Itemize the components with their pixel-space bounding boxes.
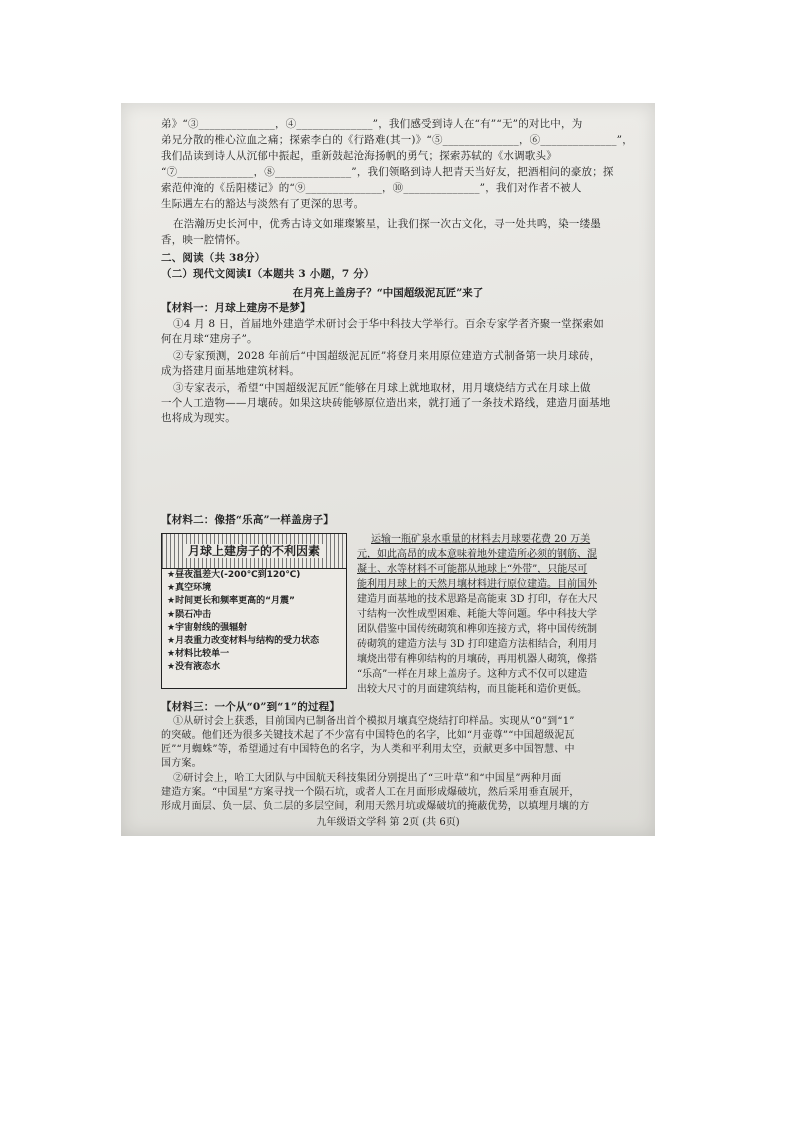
material2-line: 壤烧出带有榫卯结构的月壤砖，再用机器人砌筑，像搭: [357, 654, 597, 665]
article-title: 在月亮上盖房子？“中国超级泥瓦匠”来了: [292, 287, 484, 299]
poem-line-2: 弟兄分散的椎心泣血之痛；探索李白的《行路难(其一)》“⑤______________，⑥______________”，: [161, 134, 633, 146]
material2-line: 出较大尺寸的月面建筑结构，而且能耗和造价更低。: [357, 684, 587, 695]
material3-p2-line: 形成月面层、负一层、负二层的多层空间，利用天然月坑或爆破坑的掩蔽优势，以填埋月壤的方: [161, 801, 590, 812]
material1-heading: 【材料一：月球上建房不是梦】: [161, 302, 311, 314]
material2-line: 建造月面基地的技术思路是高能束 3D 打印，存在大尺: [357, 594, 598, 605]
unfavorable-factors-box: [161, 533, 347, 689]
factor-item: ★昼夜温差大(-200℃到120℃): [167, 570, 301, 580]
material1-p2-line1: ②专家预测，2028 年前后“中国超级泥瓦匠”将登月来用原位建造方式制备第一块月球砖，: [173, 350, 601, 362]
factor-item: ★时间更长和频率更高的“月震”: [167, 596, 295, 607]
material3-p1-line: 匠”“月蜘蛛”等，希望通过有中国特色的名字，为人类和平利用太空，贡献更多中国智慧、中: [161, 744, 575, 755]
factor-item: ★月表重力改变材料与结构的受力状态: [167, 636, 320, 647]
material3-p1-line: 的突破。他们还为很多关键技术起了不少富有中国特色的名字，比如“月壶尊”“中国超级泥瓦: [161, 730, 575, 741]
page-footer: 九年级语文学科 第 2页 (共 6页): [316, 817, 460, 828]
factor-item: ★没有液态水: [167, 662, 221, 673]
material3-p1-line: 国方案。: [161, 758, 202, 769]
poem-line-1: 弟》“③______________，④______________”，我们感受到诗人在“有”“无”的对比中，为: [161, 118, 583, 130]
material1-p3-line2: 一个人工造物——月壤砖。如果这块砖能够原位造出来，就打通了一条技术路线，建造月面基地: [161, 397, 611, 409]
factor-item: ★材料比较单一: [167, 649, 230, 660]
subsection-heading: （二）现代文阅读Ⅰ（本题共 3 小题，7 分）: [161, 268, 375, 280]
material3-p2-line: ②研讨会上，哈工大团队与中国航天科技集团分别提出了“三叶草”和“中国星”两种月面: [173, 773, 562, 784]
material2-line: 团队借鉴中国传统砌筑和榫卯连接方式，将中国传统制: [357, 624, 597, 635]
material1-p3-line3: 也将成为现实。: [161, 412, 236, 424]
material2-heading: 【材料二：像搭“乐高”一样盖房子】: [161, 514, 334, 526]
material3-p2-line: 建造方案。“中国星”方案寻找一个陨石坑，或者人工在月面形成爆破坑，然后采用垂直展开，: [161, 787, 580, 798]
closing-line-2: 香，映一腔情怀。: [161, 234, 247, 246]
poem-line-3: 我们品读到诗人从沉郁中振起，重新鼓起沧海扬帆的勇气；探索苏轼的《水调歌头》: [161, 150, 557, 162]
material1-p1-line2: 何在月球“建房子”。: [161, 333, 258, 345]
material1-p1-line1: ①4 月 8 日，首届地外建造学术研讨会于华中科技大学举行。百余专家学者齐聚一堂探索如: [173, 318, 604, 330]
material3-p1-line: ①从研讨会上获悉，目前国内已制备出首个模拟月壤真空烧结打印样品。实现从“0”到“1”: [173, 716, 575, 727]
material2-line: 元，如此高昂的成本意味着地外建造所必须的钢筋、混: [357, 549, 597, 560]
material2-line: 运输一瓶矿泉水重量的材料去月球要花费 20 万美: [371, 534, 591, 545]
material1-p2-line2: 成为搭建月面基地建筑材料。: [161, 365, 301, 377]
material2-line: 凝土、水等材料不可能都从地球上“外带”，只能尽可: [357, 564, 588, 575]
poem-line-5: 索范仲淹的《岳阳楼记》的“⑨______________，⑩______________”，我们对作者不被人: [161, 182, 582, 194]
material1-p3-line1: ③专家表示，希望“中国超级泥瓦匠”能够在月球上就地取材，用月壤烧结方式在月球上做: [173, 382, 591, 394]
closing-line: 在浩瀚历史长河中，优秀古诗文如璀璨繁星，让我们探一次古文化，寻一处共鸣，染一缕墨: [173, 218, 601, 230]
material3-heading: 【材料三：一个从“0”到“1”的过程】: [161, 701, 341, 713]
material2-line: 能利用月球上的天然月壤材料进行原位建造。目前国外: [357, 579, 597, 590]
factor-item: ★宇宙射线的强辐射: [167, 622, 248, 633]
poem-line-6: 生际遇左右的豁达与淡然有了更深的思考。: [161, 198, 365, 210]
section-heading: 二、阅读（共 38分）: [161, 252, 266, 264]
factor-item: ★陨石冲击: [167, 609, 212, 620]
photographed-exam-page: [121, 103, 655, 836]
poem-line-4: “⑦______________，⑧______________”，我们领略到诗人把青天当好友，把酒相问的豪放；探: [161, 166, 614, 178]
material2-line: 砖砌筑的建造方法与 3D 打印建造方法相结合，利用月: [357, 639, 598, 650]
material2-line: “乐高”一样在月球上盖房子。这种方式不仅可以建造: [357, 669, 588, 680]
factor-item: ★真空环境: [167, 583, 212, 594]
box-title: 月球上建房子的不利因素: [184, 544, 324, 558]
material2-line: 寸结构一次性成型困难、耗能大等问题。华中科技大学: [357, 609, 597, 620]
